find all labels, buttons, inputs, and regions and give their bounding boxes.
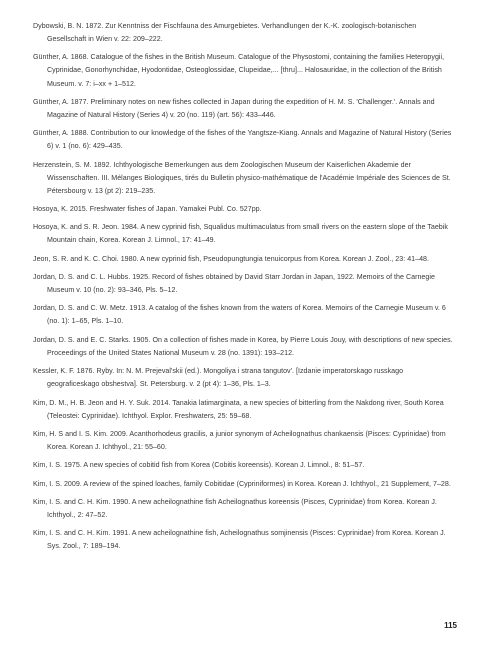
reference-entry: Günther, A. 1868. Catalogue of the fishes in the British Museum. Catalogue of the Physostomi, containing the families Heteropygii, Cyprinidae, Gonorhynchidae, Hyodontidae, Osteoglossidae, Clupeidae,... [thru]... Halosauridae, in the collection of the British Museum. v. 7: i–xx + 1–512.	[33, 53, 445, 88]
reference-entry: Hosoya, K. and S. R. Jeon. 1984. A new cyprinid fish, Squalidus multimaculatus from small rivers on the eastern slope of the Taebik Mountain chain, Korea. Korean J. Limnol., 17: 41–49.	[33, 223, 448, 245]
reference-entry: Herzenstein, S. M. 1892. Ichthyologische Bemerkungen aus dem Zoologischen Museum der Kaiserlichen Akademie der Wissenschaften. III. Mélanges Biologiques, tirés du Bulletin physico-mathématique de l'Académie Impériale des Sciences de St. Pétersbourg v. 13 (pt 2): 219–235.	[33, 160, 451, 195]
reference-entry: Kim, D. M., H. B. Jeon and H. Y. Suk. 2014. Tanakia latimarginata, a new species of bitterling from the Nakdong river, South Korea (Teleostei: Cyprinidae). Ichthyol. Explor. Freshwaters, 25: 59–68.	[33, 398, 444, 420]
reference-entry: Jordan, D. S. and E. C. Starks. 1905. On a collection of fishes made in Korea, by Pierre Louis Jouy, with descriptions of new species. Proceedings of the United States National Museum v. 28 (no. 1391): 193–212.	[33, 335, 453, 357]
reference-entry: Kim, I. S. and C. H. Kim. 1991. A new acheilognathine fish, Acheilognathus somjinensis (Pisces: Cyprinidae) from Korea. Korean J. Sys. Zool., 7: 189–194.	[33, 529, 446, 551]
reference-entry: Jordan, D. S. and C. L. Hubbs. 1925. Record of fishes obtained by David Starr Jordan in Japan, 1922. Memoirs of the Carnegie Museum v. 10 (no. 2): 93–346, Pls. 5–12.	[33, 273, 435, 295]
reference-entry: Kim, H. S and I. S. Kim. 2009. Acanthorhodeus gracilis, a junior synonym of Acheilognathus chankaensis (Pisces: Cyprinidae) from Korea. Korean J. Ichthyol., 21: 55–60.	[33, 429, 446, 451]
reference-entry: Dybowski, B. N. 1872. Zur Kenntniss der Fischfauna des Amurgebietes. Verhandlungen der K.-K. zoologisch-botanischen Gesellschaft in Wien v. 22: 209–222.	[33, 22, 417, 44]
page-number: 115	[444, 621, 457, 630]
reference-entry: Günther, A. 1888. Contribution to our knowledge of the fishes of the Yangtsze-Kiang. Annals and Magazine of Natural History (Series 6) v. 1 (no. 6): 429–435.	[33, 129, 452, 151]
reference-entry: Hosoya, K. 2015. Freshwater fishes of Japan. Yamakei Publ. Co. 527pp.	[33, 205, 262, 214]
reference-list	[33, 20, 457, 559]
reference-entry: Jordan, D. S. and C. W. Metz. 1913. A catalog of the fishes known from the waters of Korea. Memoirs of the Carnegie Museum v. 6 (no. 1): 1–65, Pls. 1–10.	[33, 304, 446, 326]
reference-entry: Günther, A. 1877. Preliminary notes on new fishes collected in Japan during the expedition of H. M. S. 'Challenger.'. Annals and Magazine of Natural History (Series 4) v. 20 (no. 119) (art. 56): 433–446.	[33, 97, 435, 119]
reference-entry: Kessler, K. F. 1876. Ryby. In: N. M. Prejeval'skii (ed.). Mongoliya i strana tangutov'. [Izdanie imperatorskago russkago geograficeskago obshestva]. St. Petersburg. v. 2 (pt 4): 1–36, Pls. 1–3.	[33, 367, 404, 389]
reference-entry: Kim, I. S. and C. H. Kim. 1990. A new acheilognathine fish Acheilognathus koreensis (Pisces, Cyprinidae) from Korea. Korean J. Ichthyol., 2: 47–52.	[33, 497, 437, 519]
reference-entry: Kim, I. S. 2009. A review of the spined loaches, family Cobitidae (Cypriniformes) in Korea. Korean J. Ichthyol., 21 Supplement, 7–28.	[33, 479, 451, 488]
reference-entry: Jeon, S. R. and K. C. Choi. 1980. A new cyprinid fish, Pseudopungtungia tenuicorpus from Korea. Korean J. Zool., 23: 41–48.	[33, 254, 430, 263]
reference-entry: Kim, I. S. 1975. A new species of cobitid fish from Korea (Cobitis koreensis). Korean J. Limnol., 8: 51–57.	[33, 461, 365, 470]
